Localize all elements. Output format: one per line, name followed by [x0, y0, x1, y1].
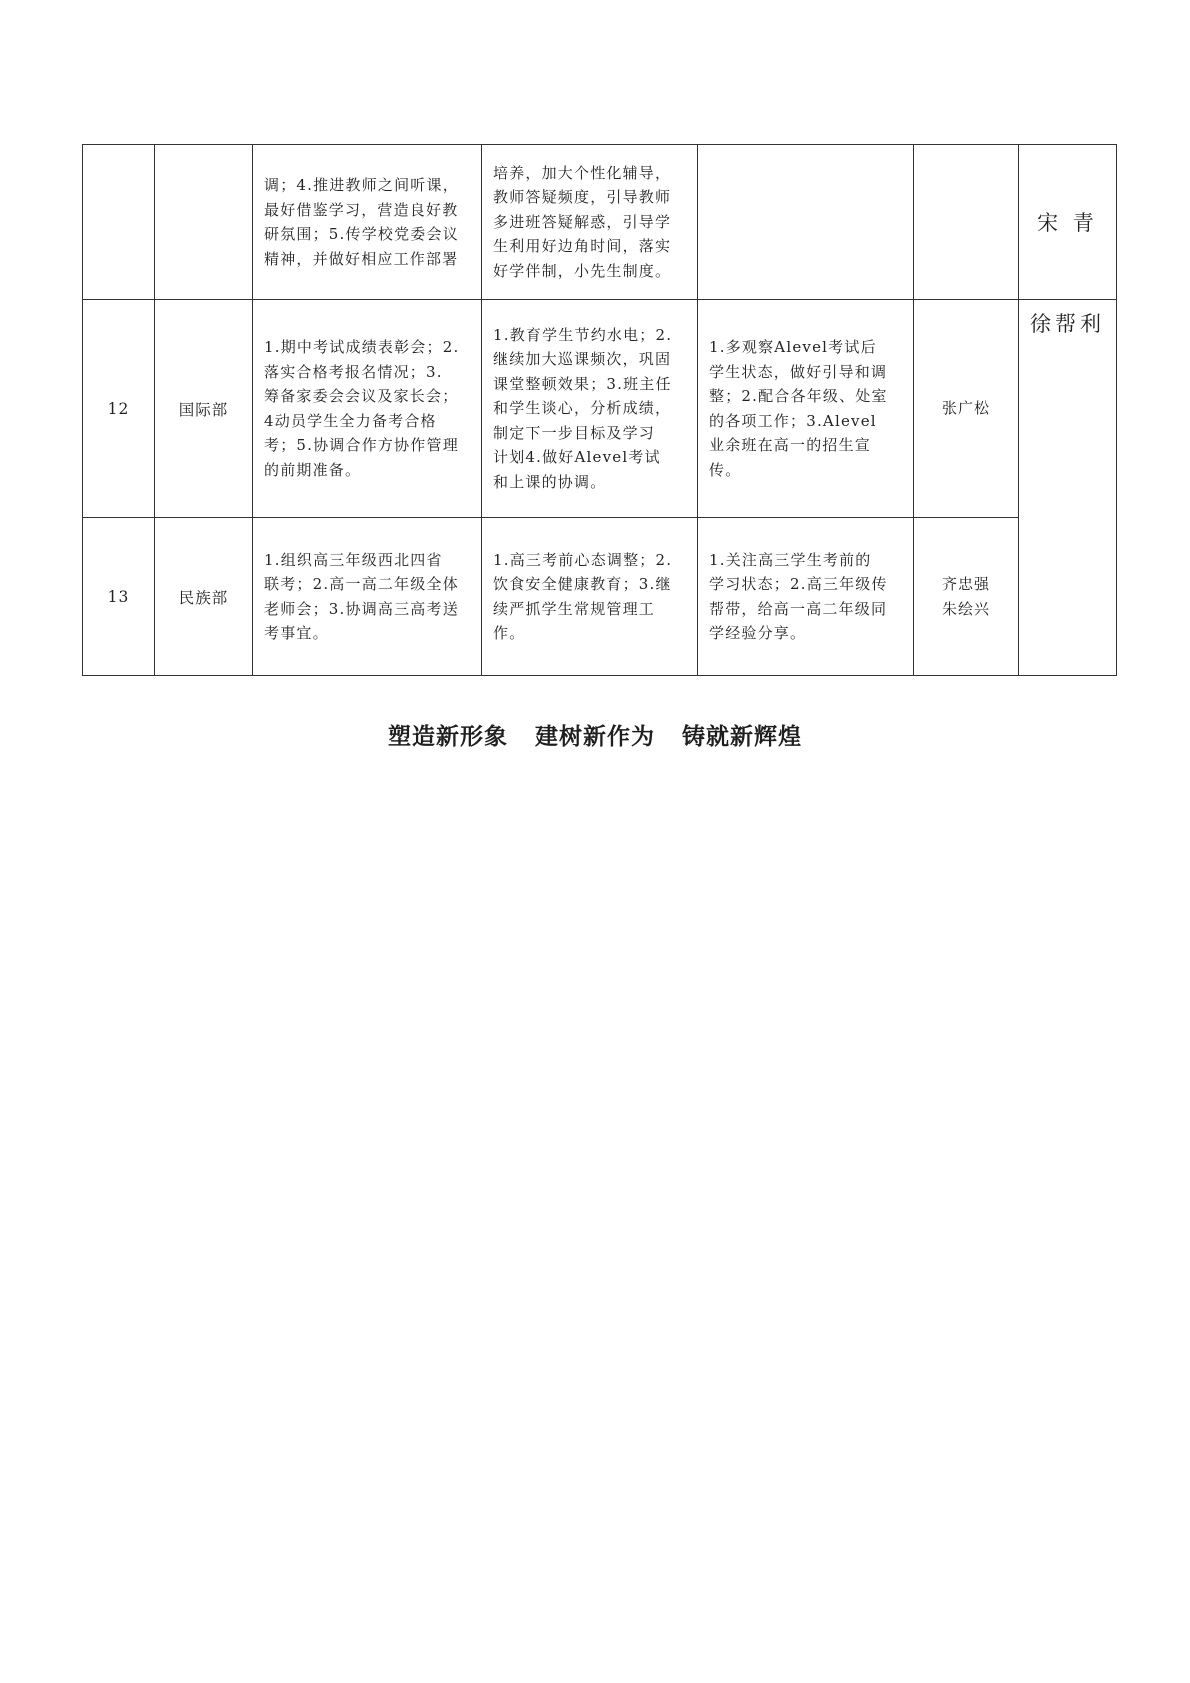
- leader-cell: 宋 青: [1019, 145, 1117, 300]
- plan-text: 调；4.推进教师之间听课， 最好借鉴学习，营造良好教 研氛围；5.传学校党委会议 精神，并做好相应工作部署: [264, 176, 459, 268]
- plan-text: 1.期中考试成绩表彰会；2. 落实合格考报名情况；3. 筹备家委会会议及家长会； 4动员学生全力备考合格 考；5.协调合作方协作管理 的前期准备。: [264, 338, 460, 479]
- plan-text: 1.关注高三学生考前的 学习状态；2.高三年级传 帮带，给高一高二年级同 学经验分享。: [709, 550, 888, 642]
- plan-text: 培养，加大个性化辅导， 教师答疑频度，引导教师 多进班答疑解惑，引导学 生利用好边角时间，落实 好学伴制，小先生制度。: [493, 163, 672, 280]
- table-row: [83, 300, 1117, 518]
- plan-cell: [482, 518, 698, 676]
- work-plan-table: [82, 144, 1117, 676]
- plan-text: [698, 218, 913, 226]
- plan-cell: [253, 518, 482, 676]
- plan-cell: [698, 518, 914, 676]
- plan-cell: [482, 145, 698, 300]
- leader-cell: 徐帮利: [1019, 300, 1117, 676]
- plan-text: 1.组织高三年级西北四省 联考；2.高一高二年级全体 老师会；3.协调高三高考送 考事宜。: [264, 550, 459, 642]
- person-text: 齐忠强 朱绘兴: [941, 575, 990, 618]
- table-row: [83, 518, 1117, 676]
- plan-cell: [698, 145, 914, 300]
- plan-text: 1.高三考前心态调整；2. 饮食安全健康教育；3.继 续严抓学生常规管理工 作。: [493, 550, 673, 642]
- plan-text: 1.多观察Alevel考试后 学生状态，做好引导和调 整；2.配合各年级、处室 的各项工作；3.Alevel 业余班在高一的招生宣 传。: [709, 338, 888, 479]
- person-cell: [914, 300, 1019, 518]
- department-cell: 国际部: [155, 300, 253, 518]
- slogan: 塑造新形象 建树新作为 铸就新辉煌: [387, 723, 803, 750]
- plan-cell: [253, 145, 482, 300]
- department-cell: [155, 145, 253, 300]
- person-cell: [914, 518, 1019, 676]
- plan-cell: [482, 300, 698, 518]
- plan-text: 1.教育学生节约水电；2. 继续加大巡课频次，巩固 课堂整顿效果；3.班主任 和学生谈心，分析成绩， 制定下一步目标及学习 计划4.做好Alevel考试 和上课的协调。: [493, 325, 673, 491]
- plan-cell: [698, 300, 914, 518]
- department-cell: 民族部: [155, 518, 253, 676]
- person-cell: [914, 145, 1019, 300]
- person-text: 张广松: [941, 399, 990, 418]
- plan-cell: [253, 300, 482, 518]
- row-number-cell: [83, 145, 155, 300]
- row-number-cell: 13: [83, 518, 155, 676]
- row-number-cell: 12: [83, 300, 155, 518]
- table-row: [83, 145, 1117, 300]
